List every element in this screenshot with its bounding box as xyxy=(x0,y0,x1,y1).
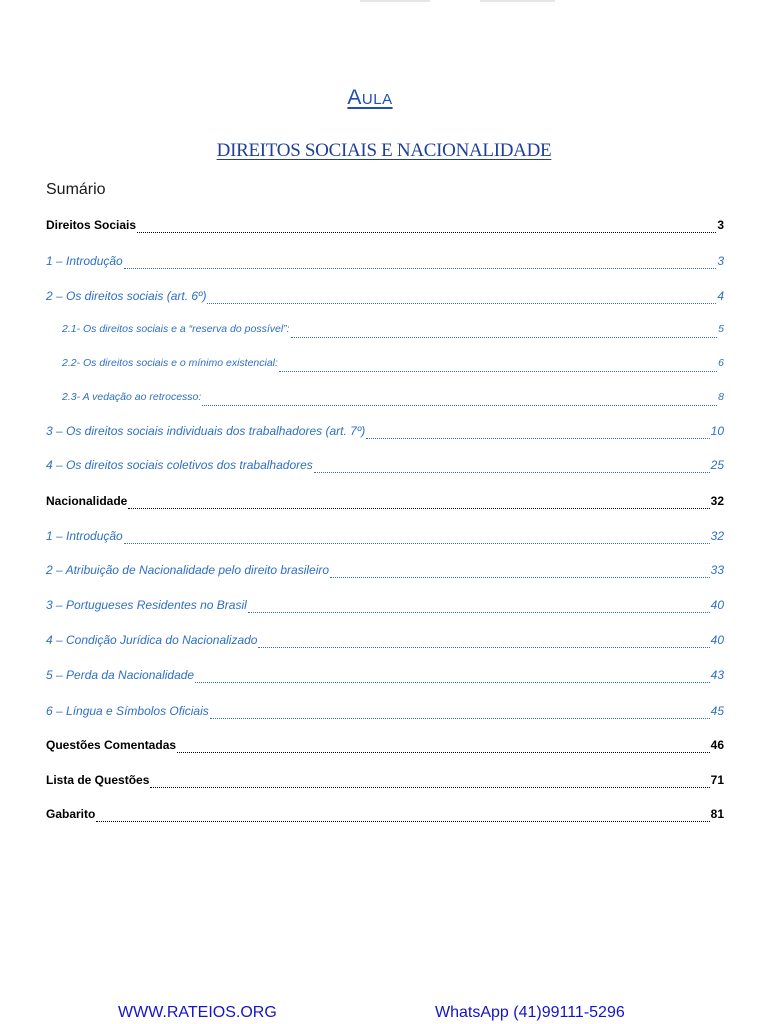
toc-entry-label: 3 – Os direitos sociais individuais dos trabalhadores (art. 7º) xyxy=(46,424,366,438)
toc-entry-page-number: 33 xyxy=(710,563,724,577)
toc-entry[interactable] xyxy=(46,289,724,309)
toc-entry-label: 2 – Os direitos sociais (art. 6º) xyxy=(46,289,207,303)
dot-leader xyxy=(195,682,710,683)
dot-leader xyxy=(124,268,717,269)
toc-entry-label: Questões Comentadas xyxy=(46,738,177,752)
toc-entry[interactable] xyxy=(62,357,724,377)
toc-entry[interactable] xyxy=(46,773,724,793)
toc-entry[interactable] xyxy=(46,424,724,444)
toc-entry-page-number: 6 xyxy=(718,357,724,369)
dot-leader xyxy=(137,232,716,233)
toc-entry-page-number: 40 xyxy=(710,633,724,647)
dot-leader xyxy=(279,371,717,372)
toc-entry-label: 6 – Língua e Símbolos Oficiais xyxy=(46,704,209,718)
toc-entry-page-number: 46 xyxy=(710,738,724,752)
toc-entry-label: 2.2- Os direitos sociais e o mínimo existencial: xyxy=(62,357,278,369)
toc-entry-label: 5 – Perda da Nacionalidade xyxy=(46,668,195,682)
toc-entry-page-number: 5 xyxy=(718,323,724,335)
toc-entry[interactable] xyxy=(46,668,724,688)
toc-entry-label: Direitos Sociais xyxy=(46,218,137,232)
dot-leader xyxy=(291,337,718,338)
toc-entry[interactable] xyxy=(46,738,724,758)
toc-entry[interactable] xyxy=(46,218,724,238)
toc-entry-label: Gabarito xyxy=(46,807,96,821)
toc-entry[interactable] xyxy=(46,704,724,724)
toc-entry-page-number: 32 xyxy=(710,529,724,543)
toc-entry[interactable] xyxy=(46,633,724,653)
lesson-label: Aula xyxy=(347,86,393,109)
toc-entry-page-number: 3 xyxy=(717,254,724,268)
toc-entry-page-number: 25 xyxy=(710,458,724,472)
toc-entry-label: 1 – Introdução xyxy=(46,254,123,268)
toc-entry[interactable] xyxy=(46,458,724,478)
toc-entry[interactable] xyxy=(46,254,724,274)
toc-entry-page-number: 45 xyxy=(710,704,724,718)
toc-entry[interactable] xyxy=(46,529,724,549)
toc-entry[interactable] xyxy=(46,598,724,618)
toc-entry-page-number: 40 xyxy=(710,598,724,612)
toc-entry-label: 4 – Condição Jurídica do Nacionalizado xyxy=(46,633,258,647)
dot-leader xyxy=(248,612,710,613)
toc-entry-label: Lista de Questões xyxy=(46,773,150,787)
whatsapp-contact[interactable]: WhatsApp (41)99111-5296 xyxy=(435,1004,625,1021)
dot-leader xyxy=(150,787,709,788)
toc-entry-page-number: 4 xyxy=(717,289,724,303)
dot-leader xyxy=(96,821,709,822)
toc-entry-label: Nacionalidade xyxy=(46,494,128,508)
toc-entry-label: 3 – Portugueses Residentes no Brasil xyxy=(46,598,247,612)
dot-leader xyxy=(202,405,717,406)
toc-entry-page-number: 10 xyxy=(710,424,724,438)
toc-entry-label: 1 – Introdução xyxy=(46,529,123,543)
toc-entry-label: 2.3- A vedação ao retrocesso: xyxy=(62,391,202,403)
dot-leader xyxy=(207,303,716,304)
dot-leader xyxy=(210,718,710,719)
dot-leader xyxy=(177,752,710,753)
toc-entry[interactable] xyxy=(46,494,724,514)
dot-leader xyxy=(314,472,710,473)
toc-entry-page-number: 43 xyxy=(710,668,724,682)
toc-entry-page-number: 32 xyxy=(710,494,724,508)
toc-entry[interactable] xyxy=(46,807,724,827)
toc-entry-page-number: 81 xyxy=(710,807,724,821)
toc-entry[interactable] xyxy=(62,323,724,343)
dot-leader xyxy=(128,508,709,509)
toc-entry-page-number: 3 xyxy=(717,218,724,232)
dot-leader xyxy=(330,577,710,578)
toc-entry[interactable] xyxy=(62,391,724,411)
dot-leader xyxy=(258,647,709,648)
page-title: DIREITOS SOCIAIS E NACIONALIDADE xyxy=(216,140,552,161)
summary-heading: Sumário xyxy=(46,181,106,198)
website-link[interactable]: WWW.RATEIOS.ORG xyxy=(118,1004,277,1021)
toc-entry-page-number: 8 xyxy=(718,391,724,403)
toc-entry-page-number: 71 xyxy=(710,773,724,787)
toc-entry[interactable] xyxy=(46,563,724,583)
toc-entry-label: 2 – Atribuição de Nacionalidade pelo direito brasileiro xyxy=(46,563,330,577)
dot-leader xyxy=(124,543,710,544)
toc-entry-label: 2.1- Os direitos sociais e a “reserva do possível”: xyxy=(62,323,290,335)
dot-leader xyxy=(366,438,709,439)
toc-entry-label: 4 – Os direitos sociais coletivos dos trabalhadores xyxy=(46,458,313,472)
